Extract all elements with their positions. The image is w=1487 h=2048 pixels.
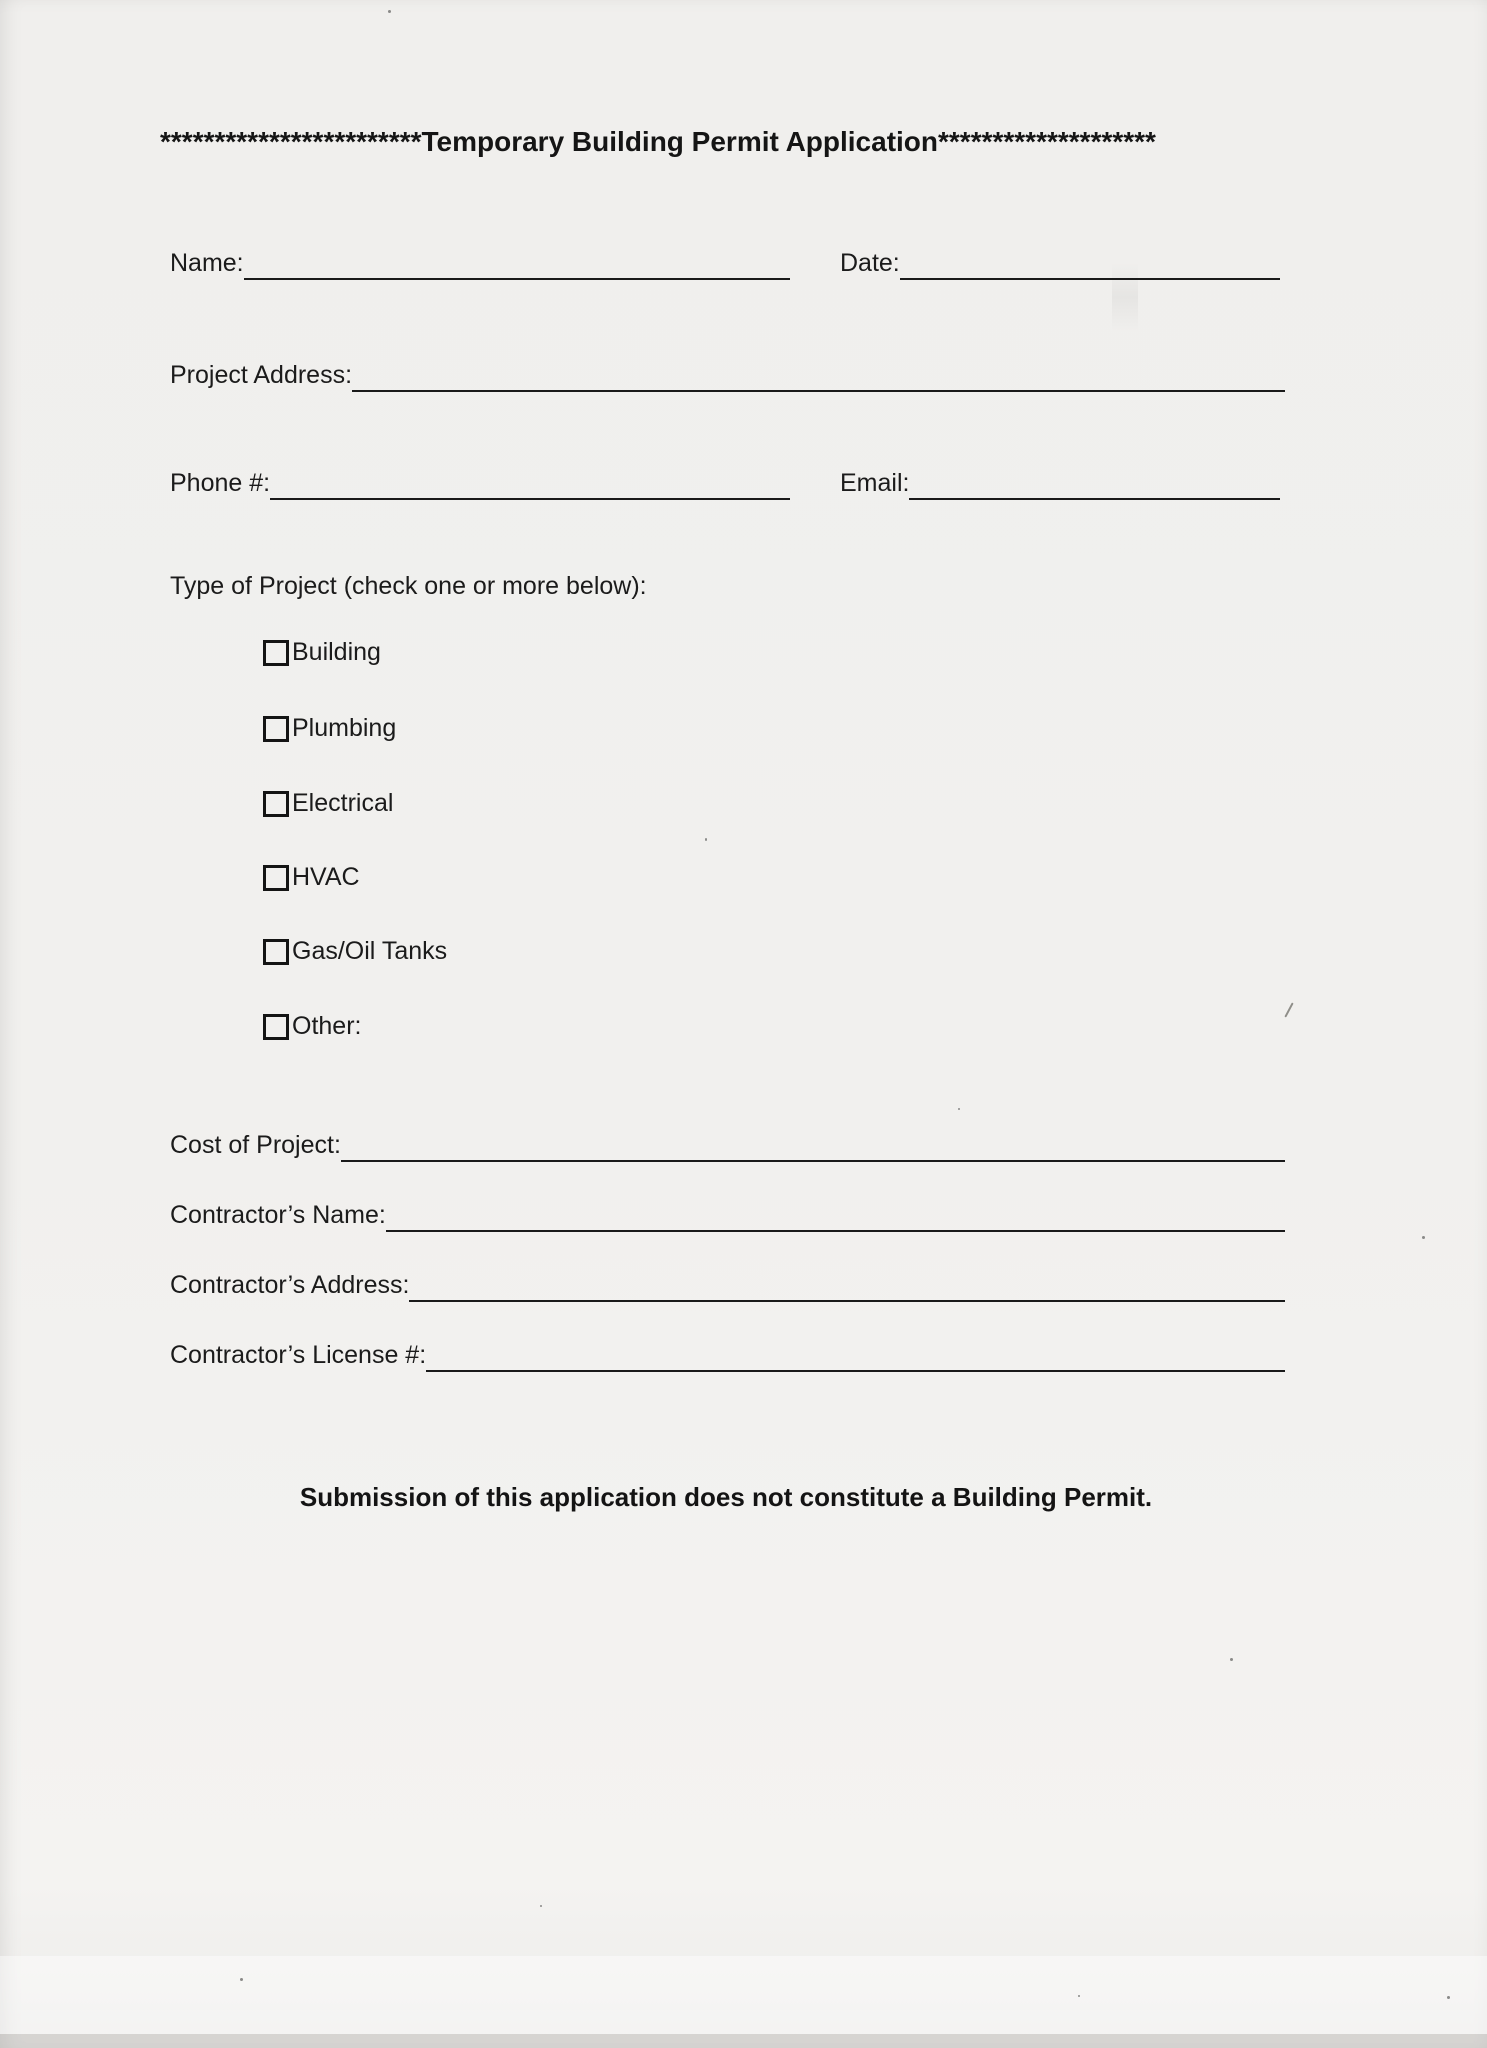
project-address-field-row (170, 360, 1285, 392)
contractor-address-label: Contractor’s Address: (170, 1271, 410, 1299)
date-label: Date: (840, 249, 900, 277)
date-field-row (840, 248, 1280, 280)
name-label: Name: (170, 249, 244, 277)
gas-oil-tanks-checkbox-label: Gas/Oil Tanks (292, 937, 448, 965)
hvac-checkbox[interactable] (263, 865, 289, 891)
contractor-address-input-line[interactable] (409, 1270, 1285, 1302)
building-checkbox[interactable] (263, 640, 289, 666)
cost-of-project-input-line[interactable] (341, 1130, 1285, 1162)
contractor-name-field-row (170, 1200, 1285, 1232)
scan-speck (1230, 1658, 1233, 1661)
checkbox-item-electrical (263, 789, 393, 818)
checkbox-item-gas-oil-tanks (263, 937, 447, 966)
phone-label: Phone #: (170, 469, 271, 497)
type-of-project-label: Type of Project (check one or more below): (170, 572, 647, 600)
scan-speck (540, 1905, 542, 1907)
checkbox-item-building (263, 638, 381, 667)
checkbox-item-plumbing (263, 714, 396, 743)
scan-speck (240, 1978, 243, 1981)
phone-field-row (170, 468, 790, 500)
hvac-checkbox-label: HVAC (292, 863, 360, 891)
electrical-checkbox[interactable] (263, 791, 289, 817)
form-title: ************************Temporary Building Permit Application******************** (160, 126, 1156, 157)
scan-speck (705, 838, 707, 841)
contractor-license-field-row (170, 1340, 1285, 1372)
email-label: Email: (840, 469, 910, 497)
project-address-input-line[interactable] (352, 360, 1285, 392)
scan-speck (1078, 1995, 1080, 1997)
contractor-name-input-line[interactable] (386, 1200, 1285, 1232)
contractor-license-input-line[interactable] (426, 1340, 1285, 1372)
scan-bottom-edge-band (0, 2034, 1487, 2048)
contractor-address-field-row (170, 1270, 1285, 1302)
scan-slash-artifact (1284, 1002, 1293, 1017)
scan-bottom-light-band (0, 1956, 1487, 2034)
name-input-line[interactable] (244, 248, 790, 280)
contractor-license-label: Contractor’s License #: (170, 1341, 427, 1369)
phone-input-line[interactable] (270, 468, 790, 500)
gas-oil-tanks-checkbox[interactable] (263, 939, 289, 965)
electrical-checkbox-label: Electrical (292, 789, 394, 817)
cost-of-project-label: Cost of Project: (170, 1131, 341, 1159)
email-field-row (840, 468, 1280, 500)
scan-speck (388, 10, 391, 13)
other-checkbox[interactable] (263, 1014, 289, 1040)
date-input-line[interactable] (900, 248, 1280, 280)
footer-disclaimer: Submission of this application does not constitute a Building Permit. (299, 1482, 1153, 1512)
plumbing-checkbox-label: Plumbing (292, 714, 397, 742)
cost-of-project-field-row (170, 1130, 1285, 1162)
scan-speck (958, 1108, 960, 1110)
project-address-label: Project Address: (170, 361, 353, 389)
plumbing-checkbox[interactable] (263, 716, 289, 742)
scan-speck (1447, 1996, 1450, 1999)
scan-streak-artifact (1112, 262, 1138, 332)
scan-speck (1422, 1236, 1425, 1239)
name-field-row (170, 248, 790, 280)
building-checkbox-label: Building (292, 638, 381, 666)
email-input-line[interactable] (909, 468, 1280, 500)
contractor-name-label: Contractor’s Name: (170, 1201, 386, 1229)
other-checkbox-label: Other: (292, 1012, 362, 1040)
checkbox-item-other (263, 1012, 361, 1041)
checkbox-item-hvac (263, 863, 360, 892)
